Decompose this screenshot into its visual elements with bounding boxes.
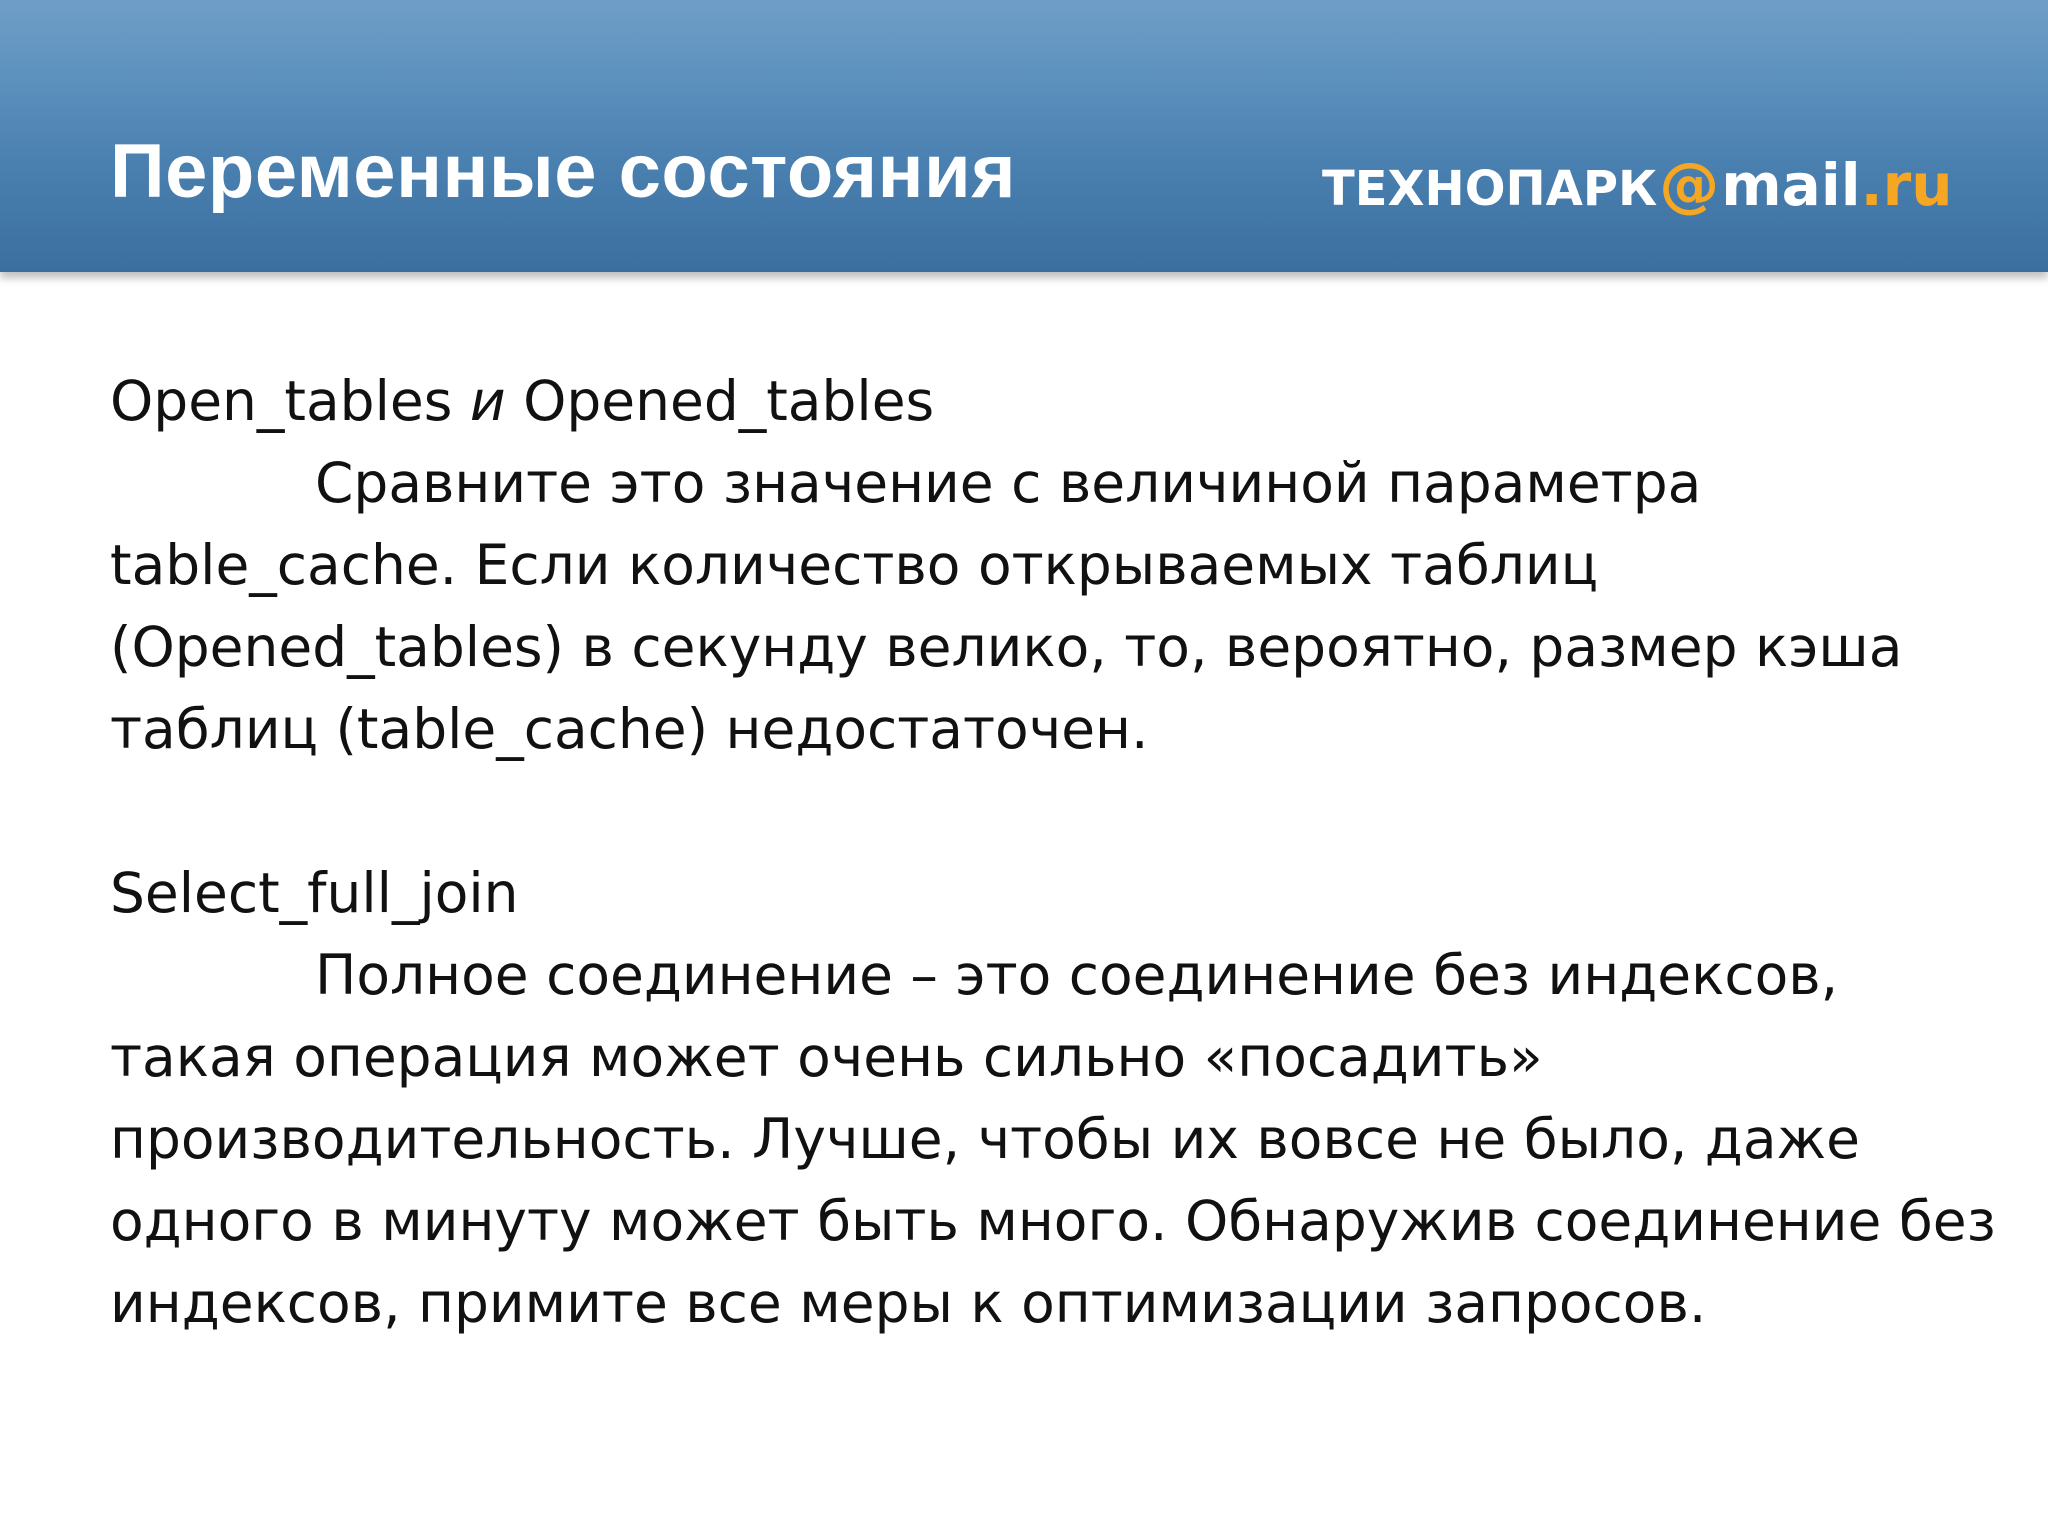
slide-body [110, 360, 2010, 1344]
logo-at-sign: @ [1659, 150, 1720, 220]
section1-heading-part1: Open_tables [110, 369, 470, 433]
section1-line: (Opened_tables) в секунду велико, то, вероятно, размер кэша [110, 615, 1903, 679]
logo-text-mail: mail [1721, 151, 1861, 219]
slide-header [0, 0, 2048, 272]
section2-line: индексов, примите все меры к оптимизации запросов. [110, 1271, 1707, 1335]
section1-line: таблиц (table_cache) недостаточен. [110, 697, 1149, 761]
section1-heading-part2: Opened_tables [505, 369, 935, 433]
section2-heading: Select_full_join [110, 861, 519, 925]
section2-line: производительность. Лучше, чтобы их вовсе не было, даже [110, 1107, 1860, 1171]
section1-heading [110, 360, 2010, 442]
section2-line: такая операция может очень сильно «посадить» [110, 1025, 1543, 1089]
slide-title: Переменные состояния [110, 129, 1017, 214]
section2-line: одного в минуту может быть много. Обнаружив соединение без [110, 1189, 1996, 1253]
section2-line: Полное соединение – это соединение без индексов, [315, 943, 1839, 1007]
section1-heading-conj: и [469, 369, 506, 433]
tehnopark-mail-logo [1322, 150, 1953, 220]
logo-text-main: ТЕХНОПАРК [1322, 161, 1658, 217]
section1-line: table_cache. Если количество открываемых таблиц [110, 533, 1599, 597]
section-gap [110, 770, 2010, 852]
section1-line: Сравните это значение с величиной параметра [315, 451, 1702, 515]
logo-text-dot: . [1860, 151, 1883, 219]
logo-text-ru: ru [1882, 151, 1953, 219]
